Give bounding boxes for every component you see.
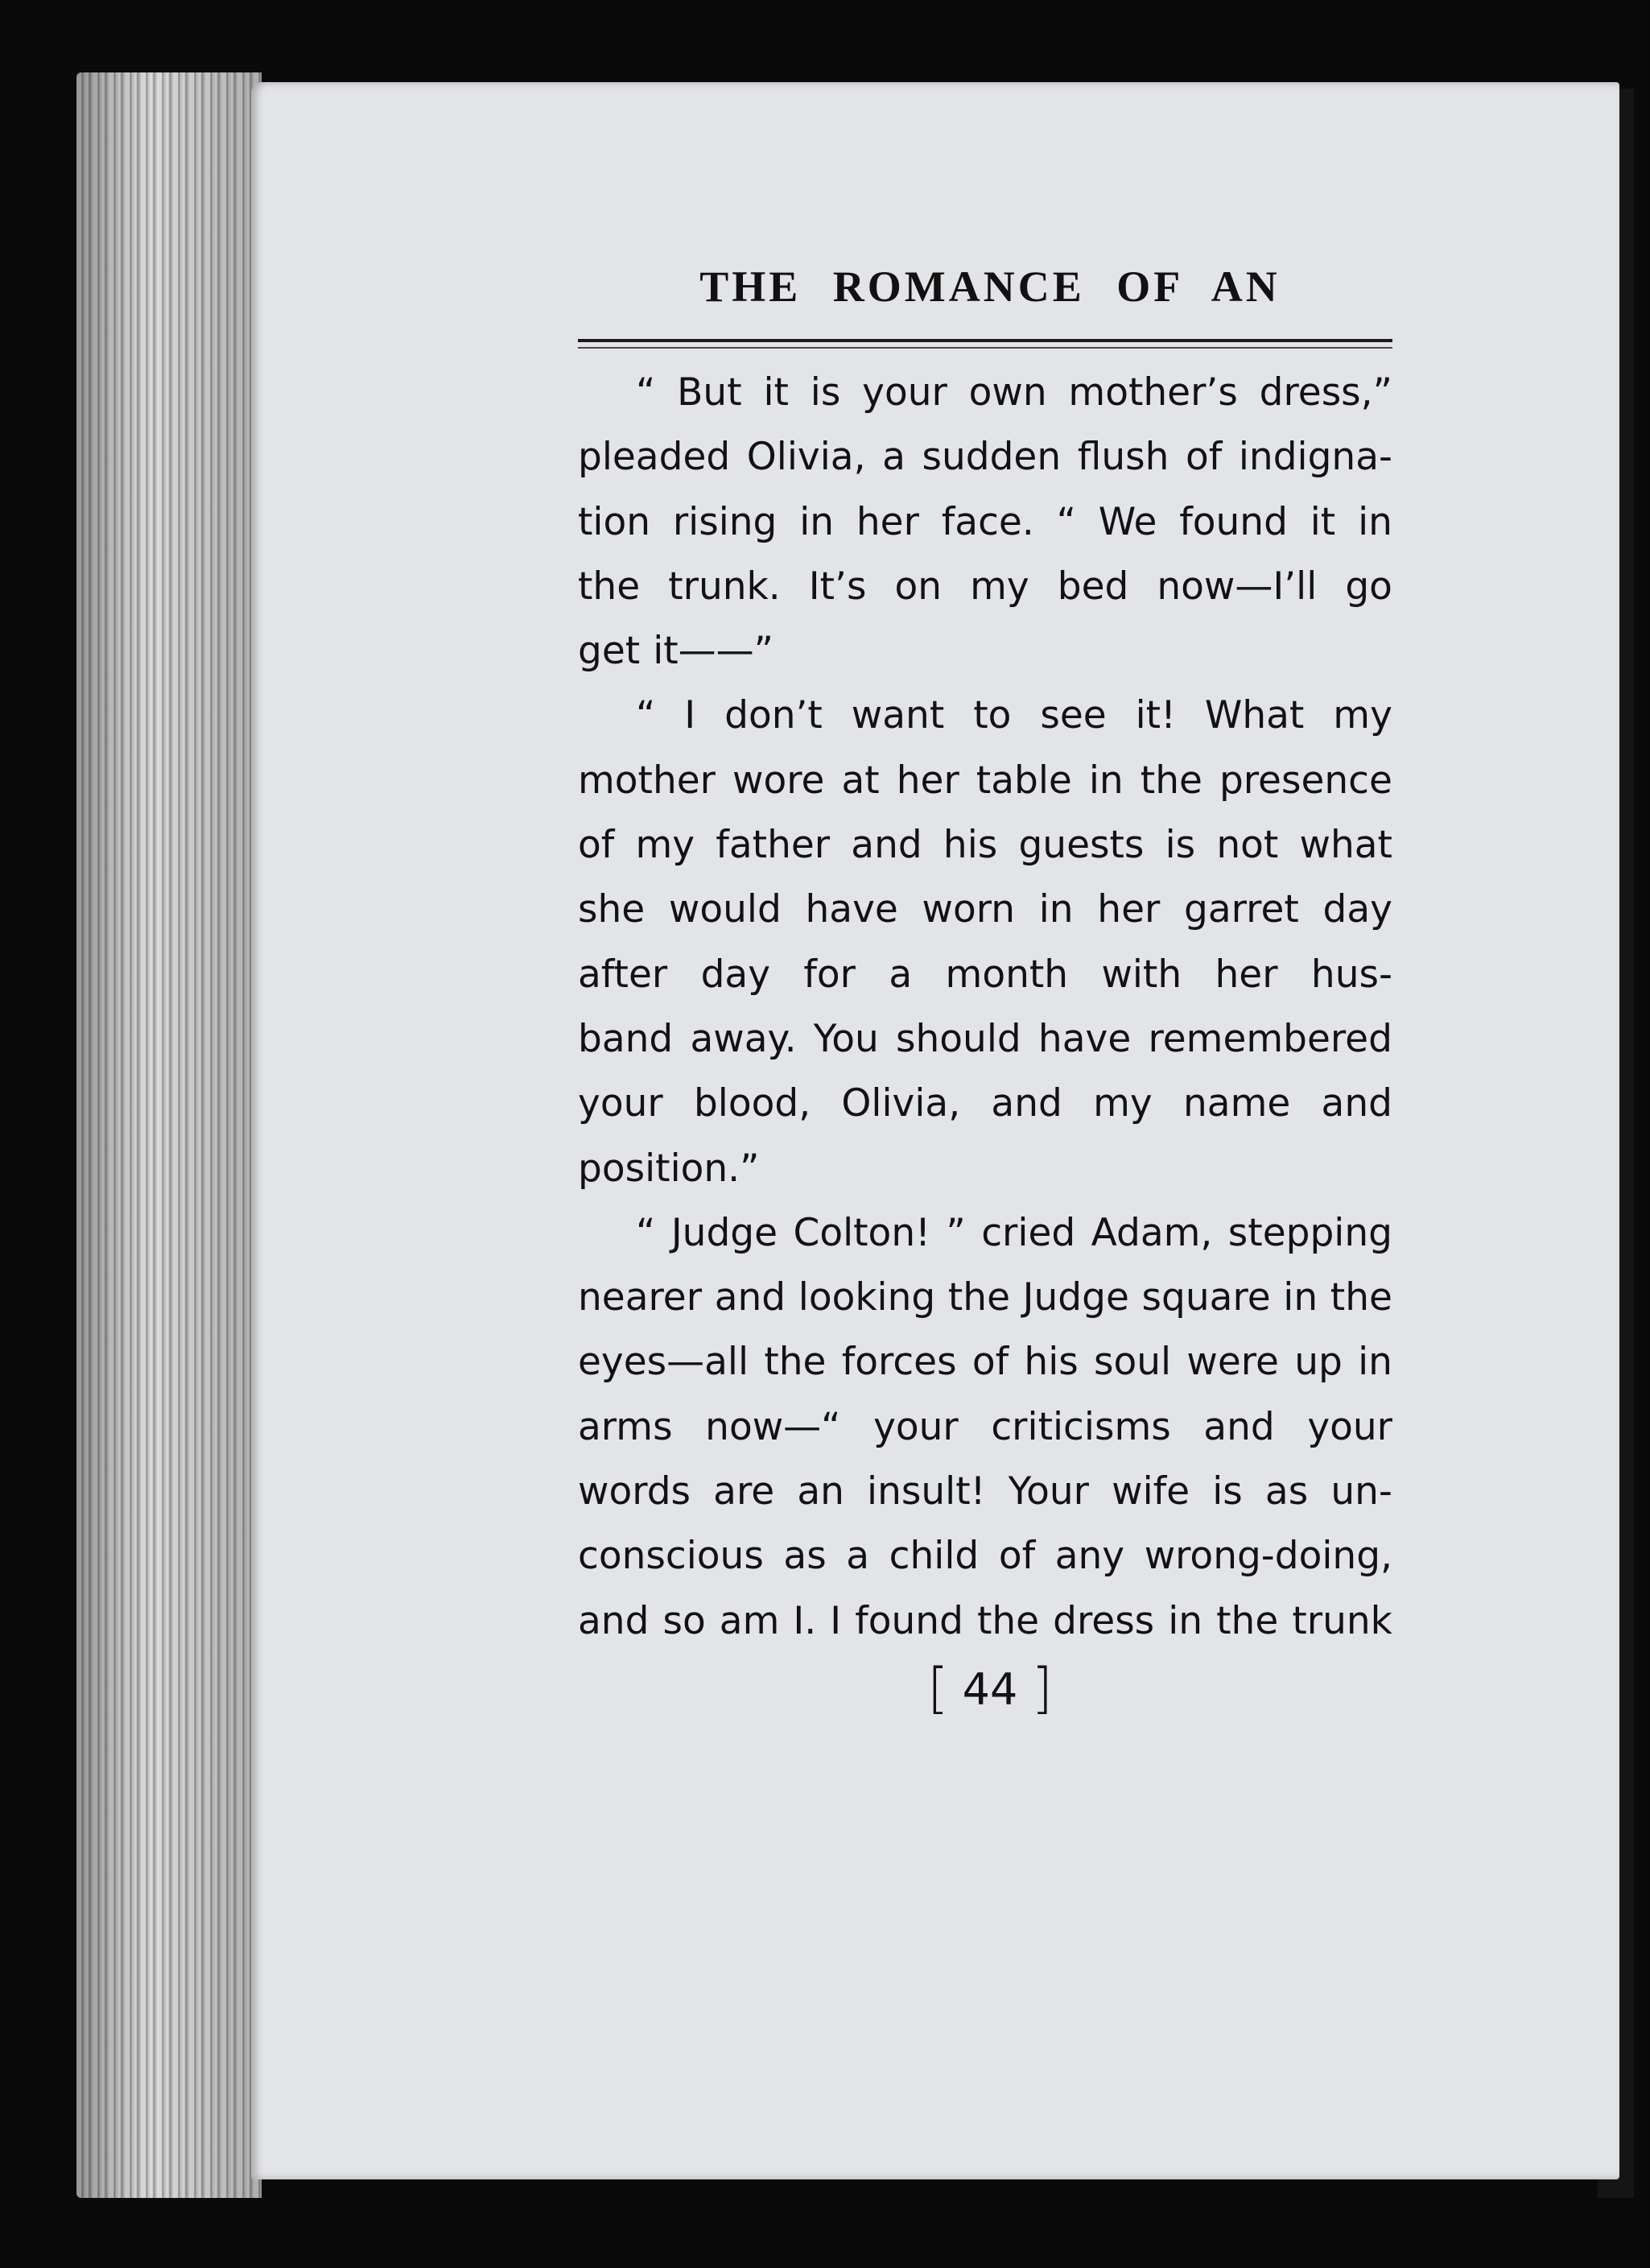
word: wore: [732, 758, 825, 803]
word: the: [1216, 1598, 1279, 1643]
word: insult!: [867, 1469, 986, 1514]
word: arms: [578, 1404, 673, 1449]
word: the: [1140, 758, 1202, 803]
text-line: [578, 1460, 1392, 1524]
word: the: [578, 564, 641, 609]
word: “: [1056, 499, 1076, 544]
word: am: [719, 1598, 780, 1643]
word: her: [856, 499, 919, 544]
word: stepping: [1227, 1210, 1392, 1255]
word: as: [1264, 1469, 1309, 1514]
word: name: [1182, 1081, 1291, 1126]
word: her: [1097, 887, 1161, 932]
word: it——”: [653, 629, 774, 674]
word: for: [803, 952, 856, 997]
word: your: [1307, 1404, 1392, 1449]
word: are: [713, 1469, 775, 1514]
word: dress: [1053, 1598, 1155, 1643]
text-line: [578, 1330, 1392, 1394]
word: the: [764, 1340, 827, 1385]
text-line: [578, 878, 1392, 942]
word: dress,”: [1259, 370, 1392, 415]
text-line: [578, 813, 1392, 878]
word: an: [797, 1469, 844, 1514]
word: of: [578, 823, 615, 868]
word: your: [578, 1081, 663, 1126]
word: your: [862, 370, 947, 415]
word: is: [810, 370, 841, 415]
word: hus-: [1310, 952, 1392, 997]
word: a: [846, 1534, 870, 1579]
word: with: [1101, 952, 1182, 997]
word: mother: [578, 758, 716, 803]
word: and: [991, 1081, 1062, 1126]
page-number: [853, 1657, 1127, 1721]
text-line: [578, 684, 1392, 748]
word: his: [943, 823, 998, 868]
text-line: [578, 425, 1392, 490]
word: conscious: [578, 1534, 764, 1579]
word: in: [1088, 758, 1124, 803]
word: day: [700, 952, 771, 997]
word: ”: [946, 1210, 966, 1255]
word: a: [882, 435, 905, 480]
word: the: [947, 1275, 1011, 1320]
word: at: [841, 758, 880, 803]
word: Adam,: [1091, 1210, 1213, 1255]
word: so: [662, 1598, 706, 1643]
word: trunk.: [668, 564, 781, 609]
text-line: [578, 555, 1392, 619]
word: table: [976, 758, 1072, 803]
word: trunk: [1292, 1598, 1392, 1643]
word: wife: [1112, 1469, 1190, 1514]
word: child: [889, 1534, 980, 1579]
word: Judge: [1022, 1275, 1129, 1320]
word: my: [970, 564, 1029, 609]
word: rising: [672, 499, 778, 544]
text-line: [578, 1072, 1392, 1136]
word: now—I’ll: [1157, 564, 1318, 609]
word: to: [973, 693, 1012, 738]
text-line: [578, 1201, 1392, 1266]
word: Judge: [670, 1210, 778, 1255]
word: have: [805, 887, 898, 932]
running-head-rule-thin: [578, 347, 1392, 349]
word: of: [1185, 435, 1223, 480]
word: of: [971, 1340, 1009, 1385]
text-line: [578, 943, 1392, 1007]
word: criticisms: [991, 1404, 1171, 1449]
text-line: [578, 361, 1392, 425]
word: garret: [1184, 887, 1299, 932]
text-line: [578, 1137, 1392, 1201]
word: guests: [1018, 823, 1145, 868]
word: band: [578, 1016, 674, 1061]
word: now—“: [705, 1404, 841, 1449]
word: as: [783, 1534, 827, 1579]
word: own: [968, 370, 1047, 415]
word: tion: [578, 499, 651, 544]
word: looking: [798, 1275, 936, 1320]
word: in: [1283, 1275, 1318, 1320]
word: on: [894, 564, 943, 609]
word: sudden: [922, 435, 1062, 480]
text-line: [578, 1589, 1392, 1654]
word: my: [1093, 1081, 1153, 1126]
word: father: [716, 823, 831, 868]
word: want: [851, 693, 945, 738]
word: and: [1321, 1081, 1392, 1126]
text-line: [578, 749, 1392, 813]
word: blood,: [693, 1081, 811, 1126]
word: the: [976, 1598, 1040, 1643]
word: wrong-doing,: [1144, 1534, 1392, 1579]
word: indigna-: [1238, 435, 1392, 480]
word: were: [1186, 1340, 1279, 1385]
word: Colton!: [793, 1210, 930, 1255]
word: my: [1333, 693, 1392, 738]
word: bed: [1057, 564, 1129, 609]
word: month: [945, 952, 1069, 997]
word: But: [677, 370, 742, 415]
word: get: [578, 629, 641, 674]
text-line: [578, 1395, 1392, 1460]
left-bracket-glyph: [: [926, 1657, 949, 1721]
word: “: [636, 693, 656, 738]
text-line: [578, 1524, 1392, 1588]
word: day: [1322, 887, 1392, 932]
word: and: [1203, 1404, 1275, 1449]
word: your: [873, 1404, 959, 1449]
text-line: [578, 619, 1392, 684]
running-head: THE ROMANCE OF AN: [699, 262, 1281, 311]
word: my: [635, 823, 695, 868]
word: in: [1358, 1340, 1392, 1385]
word: not: [1216, 823, 1279, 868]
word: don’t: [724, 693, 823, 738]
word: a: [889, 952, 913, 997]
word: and: [714, 1275, 786, 1320]
text-line: [578, 490, 1392, 555]
word: square: [1141, 1275, 1271, 1320]
word: forces: [841, 1340, 957, 1385]
word: I.: [793, 1598, 817, 1643]
word: it: [763, 370, 789, 415]
page-number-value: 44: [962, 1664, 1018, 1715]
text-line: [578, 1007, 1392, 1072]
word: his: [1024, 1340, 1079, 1385]
word: flush: [1077, 435, 1169, 480]
word: eyes—all: [578, 1340, 749, 1385]
word: found: [1179, 499, 1288, 544]
word: remembered: [1148, 1016, 1392, 1061]
word: should: [896, 1016, 1021, 1061]
word: in: [1168, 1598, 1203, 1643]
text-line: [578, 1266, 1392, 1330]
word: worn: [922, 887, 1016, 932]
word: have: [1037, 1016, 1132, 1061]
word: mother’s: [1068, 370, 1238, 415]
word: in: [1038, 887, 1074, 932]
word: nearer: [578, 1275, 703, 1320]
word: position.”: [578, 1146, 760, 1191]
book-page-edges-shadow: [76, 72, 262, 2198]
word: is: [1212, 1469, 1243, 1514]
word: it!: [1135, 693, 1176, 738]
word: soul: [1094, 1340, 1172, 1385]
word: “: [636, 370, 656, 415]
word: she: [578, 887, 646, 932]
word: You: [813, 1016, 879, 1061]
word: of: [998, 1534, 1036, 1579]
word: her: [1215, 952, 1278, 997]
word: is: [1165, 823, 1196, 868]
word: We: [1098, 499, 1157, 544]
word: her: [896, 758, 959, 803]
word: any: [1054, 1534, 1125, 1579]
right-bracket-glyph: ]: [1031, 1657, 1054, 1721]
word: face.: [941, 499, 1034, 544]
word: What: [1204, 693, 1305, 738]
word: and: [851, 823, 922, 868]
word: un-: [1330, 1469, 1392, 1514]
word: up: [1294, 1340, 1343, 1385]
word: after: [578, 952, 668, 997]
word: in: [1358, 499, 1392, 544]
word: see: [1040, 693, 1107, 738]
word: in: [799, 499, 835, 544]
word: what: [1299, 823, 1392, 868]
word: would: [668, 887, 782, 932]
word: go: [1345, 564, 1392, 609]
word: Your: [1008, 1469, 1089, 1514]
word: words: [578, 1469, 691, 1514]
word: and: [578, 1598, 650, 1643]
body-text: [578, 361, 1392, 1654]
word: Olivia,: [841, 1081, 961, 1126]
word: cried: [981, 1210, 1076, 1255]
word: presence: [1219, 758, 1392, 803]
running-head-rule: [578, 339, 1392, 342]
word: it: [1310, 499, 1336, 544]
word: pleaded: [578, 435, 731, 480]
word: It’s: [808, 564, 867, 609]
word: I: [684, 693, 696, 738]
word: Olivia,: [746, 435, 866, 480]
word: “: [636, 1210, 656, 1255]
word: I: [830, 1598, 842, 1643]
word: the: [1330, 1275, 1392, 1320]
word: found: [855, 1598, 963, 1643]
word: away.: [690, 1016, 797, 1061]
